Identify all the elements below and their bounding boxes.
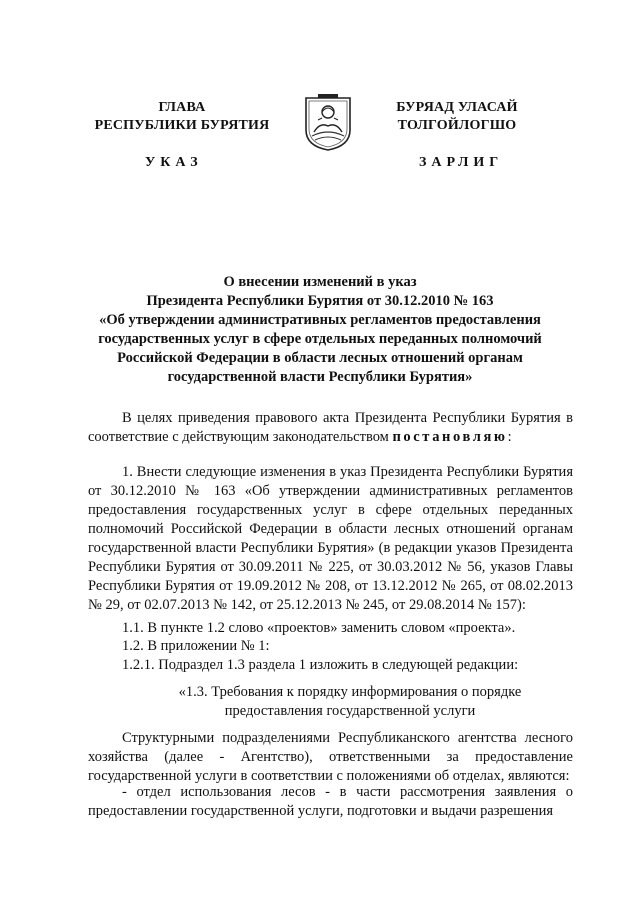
title-line: Президента Республики Бурятия от 30.12.2010 № 163 [146,293,494,309]
preamble-text: В целях приведения правового акта Президента Республики Бурятия в соответствие с действующим законодательством [88,410,573,445]
doc-type-russian: УКАЗ [145,155,203,170]
document-title [80,273,560,387]
issuer-title-buryat: ТОЛГОЙЛОГШО [397,118,517,133]
decree-word: постановляю [392,429,508,445]
forest-use-dept-paragraph: - отдел использования лесов - в части рассмотрения заявления о предоставлении государственной услуги, подготовки и выдачи разрешения [88,784,573,819]
issuer-title-russian: ГЛАВА [158,100,206,115]
doc-type-buryat: ЗАРЛИГ [419,155,504,170]
preamble-colon: : [507,429,512,445]
subsection-heading-line: «1.3. Требования к порядку информирования о порядке [178,684,522,700]
title-line: государственной власти Республики Бурятия» [167,369,473,385]
issuer-block-russian [82,99,282,135]
title-line: О внесении изменений в указ [223,274,417,290]
issuer-republic-russian: РЕСПУБЛИКИ БУРЯТИЯ [94,118,270,133]
title-line: «Об утверждении административных регламентов предоставления [99,312,541,328]
preamble-paragraph [88,409,573,447]
item-1-paragraph: 1. Внести следующие изменения в указ Президента Республики Бурятия от 30.12.2010 № 163 «Об утверждении административных регламентов предоставления государственных услуг в сфере отдельных переданных полномочий Российской Федерации в области лесных отношений органам государственной власти Республики Бурятия» (в редакции указов Президента Республики Бурятия от 30.09.2011 № 225, от 30.03.2012 № 56, указов Главы Республики Бурятия от 19.09.2012 № 208, от 13.12.2012 № 265, от 08.02.2013 № 29, от 02.07.2013 № 142, от 25.12.2013 № 245, от 29.08.2014 № 157): [88,464,573,613]
title-line: государственных услуг в сфере отдельных переданных полномочий [98,331,542,347]
issuer-republic-buryat: БУРЯАД УЛАСАЙ [396,100,518,115]
item-1-1: 1.1. В пункте 1.2 слово «проектов» заменить словом «проекта». [122,620,516,636]
title-line: Российской Федерации в области лесных отношений органам [117,350,523,366]
item-1-2-1: 1.2.1. Подраздел 1.3 раздела 1 изложить в следующей редакции: [122,657,519,673]
coat-of-arms-emblem [300,92,356,152]
subsection-heading-line: предоставления государственной услуги [224,703,476,719]
issuer-block-buryat [372,99,542,135]
subsection-heading [130,683,570,721]
structural-units-paragraph: Структурными подразделениями Республиканского агентства лесного хозяйства (далее - Агентство), ответственными за предоставление государственной услуги в соответствии с положениями об отделах, являются: [88,730,573,784]
item-1-2: 1.2. В приложении № 1: [122,638,270,654]
